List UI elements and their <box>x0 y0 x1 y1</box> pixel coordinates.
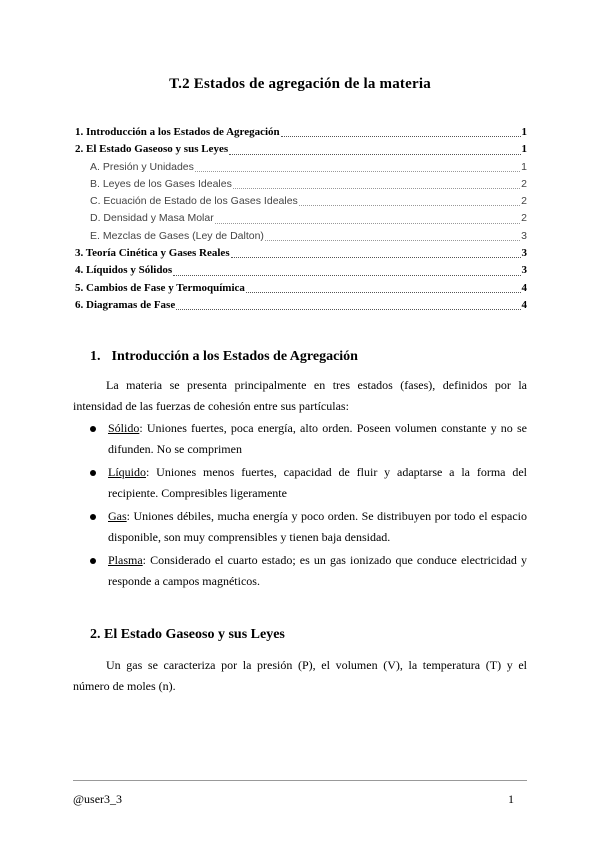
toc-entry[interactable] <box>75 141 527 158</box>
toc-entry[interactable] <box>75 124 527 141</box>
toc-entry-page: 3 <box>521 229 527 242</box>
toc-entry-label: 5. Cambios de Fase y Termoquímica <box>75 281 245 294</box>
toc-leader <box>246 292 521 293</box>
toc-entry-label: A. Presión y Unidades <box>90 160 194 173</box>
state-term: Sólido <box>108 421 140 435</box>
document-title: T.2 Estados de agregación de la materia <box>169 76 431 92</box>
page-number: 1 <box>508 792 514 806</box>
toc-entry-page: 3 <box>521 264 527 277</box>
toc-leader <box>233 188 520 189</box>
state-term: Gas <box>108 509 127 523</box>
state-description: : Uniones débiles, mucha energía y poco orden. Se distribuyen por todo el espacio disponible, son muy comprensibles y tienen baja densidad. <box>108 509 527 544</box>
bullet-icon <box>90 514 96 520</box>
toc-entry-label: D. Densidad y Masa Molar <box>90 212 214 225</box>
toc-subentry[interactable] <box>75 210 527 227</box>
section-title: Introducción a los Estados de Agregación <box>111 349 358 364</box>
toc-leader <box>173 275 520 276</box>
toc-entry-label: 6. Diagramas de Fase <box>75 298 176 311</box>
toc-subentry[interactable] <box>75 228 527 245</box>
toc-entry[interactable] <box>75 262 527 279</box>
section-number: 1. <box>90 349 101 364</box>
toc-leader <box>215 223 520 224</box>
toc-entry-label: B. Leyes de los Gases Ideales <box>90 177 232 190</box>
state-term: Plasma <box>108 553 143 567</box>
toc-leader <box>195 171 520 172</box>
footer-author: @user3_3 <box>73 792 123 806</box>
toc-subentry[interactable] <box>75 176 527 193</box>
toc-entry-page: 1 <box>521 126 527 138</box>
toc-subentry[interactable] <box>75 193 527 210</box>
bullet-icon <box>90 426 96 432</box>
toc-entry-label: 2. El Estado Gaseoso y sus Leyes <box>75 143 229 156</box>
toc-entry-label: C. Ecuación de Estado de los Gases Ideales <box>90 195 298 208</box>
toc-leader <box>281 136 521 137</box>
section-2-heading: 2. El Estado Gaseoso y sus Leyes <box>90 627 285 642</box>
toc-entry[interactable] <box>75 297 527 314</box>
list-item <box>90 506 527 548</box>
table-of-contents <box>75 124 527 314</box>
toc-entry-label: 3. Teoría Cinética y Gases Reales <box>75 247 230 260</box>
states-list <box>90 418 527 594</box>
toc-leader <box>265 240 520 241</box>
toc-subentry[interactable] <box>75 159 527 176</box>
toc-entry-page: 3 <box>521 247 527 260</box>
bullet-icon <box>90 470 96 476</box>
toc-entry-page: 2 <box>521 177 527 190</box>
toc-leader <box>229 154 520 155</box>
toc-entry-label: E. Mezclas de Gases (Ley de Dalton) <box>90 229 264 242</box>
toc-entry-page: 1 <box>521 160 527 173</box>
toc-entry-page: 2 <box>521 195 527 208</box>
state-description: : Considerado el cuarto estado; es un gas ionizado que conduce electricidad y responde a campos magnéticos. <box>108 553 527 588</box>
toc-entry-label: 4. Líquidos y Sólidos <box>75 264 173 277</box>
toc-leader <box>299 205 520 206</box>
section-2-intro: Un gas se caracteriza por la presión (P), el volumen (V), la temperatura (T) y el número de moles (n). <box>73 658 527 693</box>
section-1-heading <box>90 349 358 365</box>
list-item <box>90 462 527 504</box>
list-item <box>90 418 527 460</box>
list-item <box>90 550 527 592</box>
toc-entry[interactable] <box>75 280 527 297</box>
toc-entry-page: 2 <box>521 212 527 225</box>
state-term: Líquido <box>108 465 146 479</box>
state-description: : Uniones fuertes, poca energía, alto orden. Poseen volumen constante y no se difunden. No se comprimen <box>108 421 527 456</box>
toc-leader <box>176 309 520 310</box>
toc-entry-page: 4 <box>521 281 527 294</box>
state-description: : Uniones menos fuertes, capacidad de fluir y adaptarse a la forma del recipiente. Compresibles ligeramente <box>108 465 527 500</box>
toc-entry-page: 1 <box>521 143 527 156</box>
toc-entry-page: 4 <box>521 298 527 311</box>
toc-entry[interactable] <box>75 245 527 262</box>
footer-divider <box>73 780 527 781</box>
toc-leader <box>231 257 521 258</box>
bullet-icon <box>90 558 96 564</box>
section-1-intro: La materia se presenta principalmente en tres estados (fases), definidos por la intensidad de las fuerzas de cohesión entre sus partículas: <box>73 378 527 413</box>
toc-entry-label: 1. Introducción a los Estados de Agregación <box>75 126 280 138</box>
